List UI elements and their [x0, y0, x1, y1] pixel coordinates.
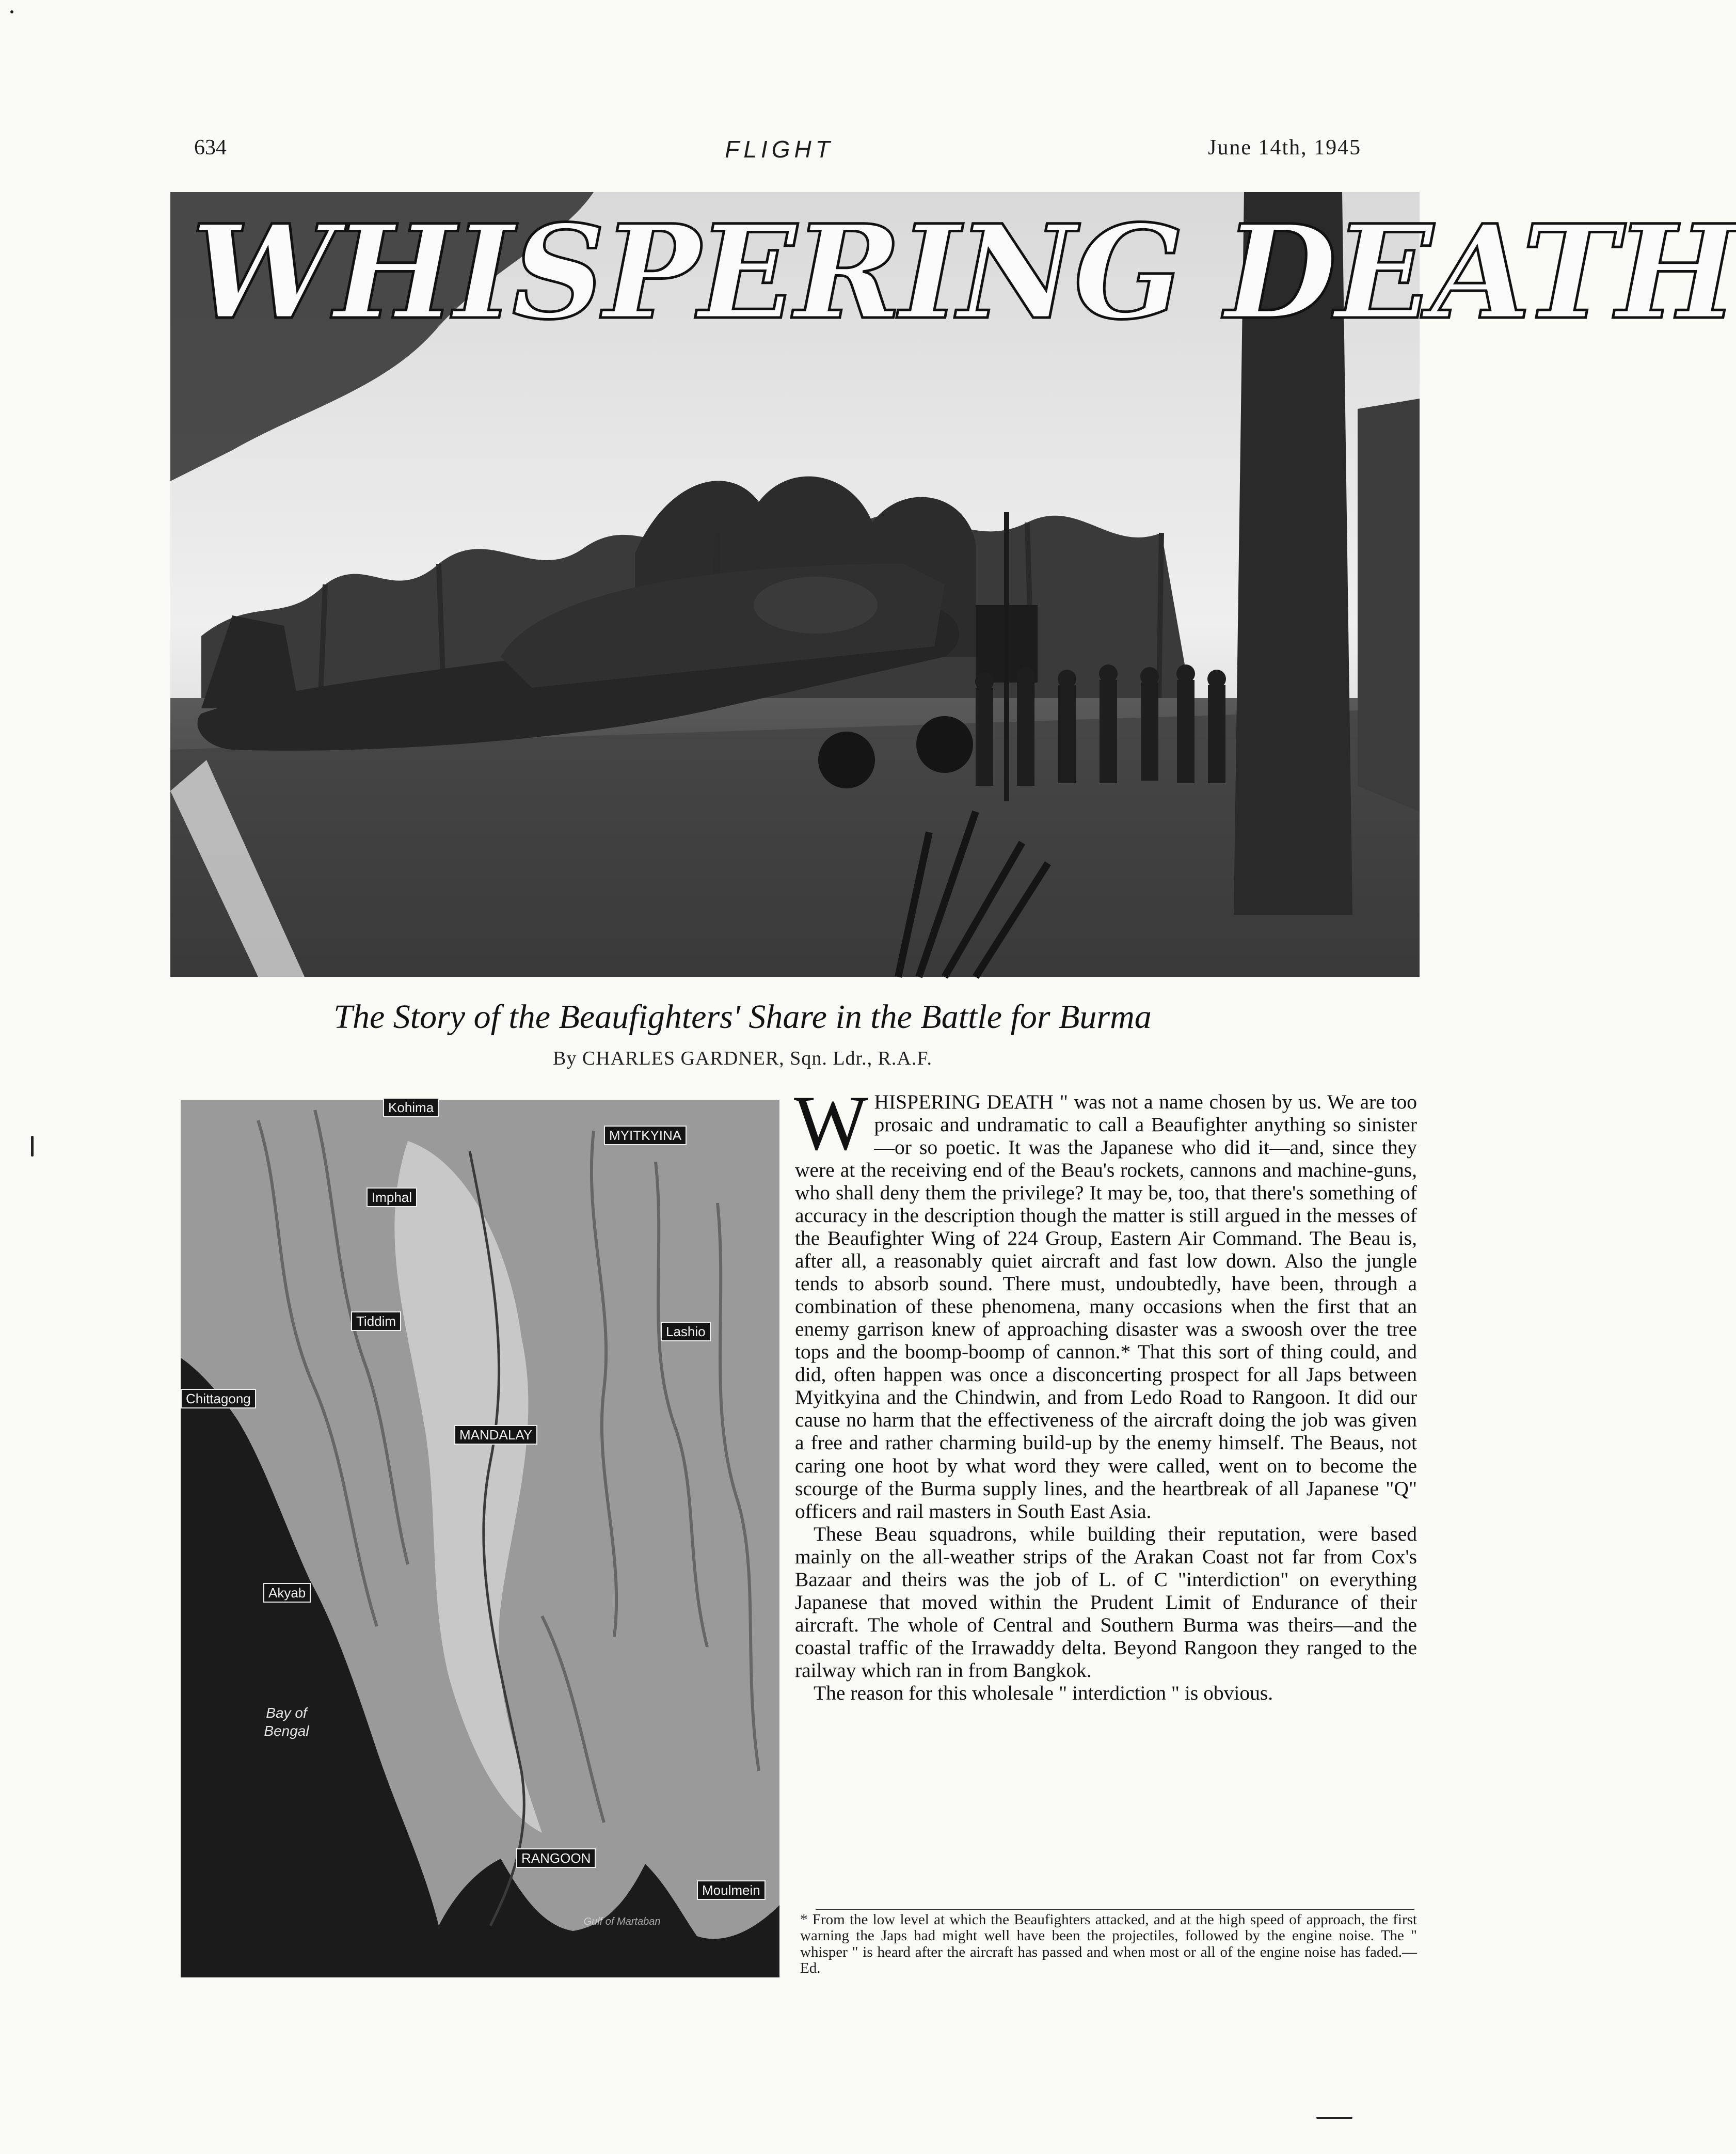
magazine-name: FLIGHT	[725, 136, 834, 163]
paragraph-text: HISPERING DEATH " was not a name chosen by us. We are too prosaic and undramatic to call a Beaufighter anything so sinister—or so poetic. It was the Japanese who did it—and, since they were at the receiving end of the Beau's rockets, cannons and machine-guns, who shall deny them the privilege? It may be, too, that there's something of accuracy in the description though the matter is still argued in the messes of the Beaufighter Wing of 224 Group, Eastern Air Command. The Beau is, after all, a reasonably quiet aircraft and fast low down. Also the jungle tends to absorb sound. There must, undoubtedly, have been, through a combination of these phenomena, many occasions when the first that an enemy garrison knew of approaching disaster was a swoosh over the tree tops and the boomp-boomp of cannon.* That this sort of thing could, and did, often happen was once a disconcerting prospect for all Japs between Myitkyina and the Chindwin, and from Ledo Road to Rangoon. It did our cause no harm that the effectiveness of the aircraft doing the job was given a free and rather charming build-up by the enemy himself. The Beaus, not caring one hoot by what word they were called, went on to become the scourge of the Burma supply lines, and the heartbreak of all Japanese "Q" officers and rail masters in South East Asia.	[795, 1090, 1417, 1523]
map-label-rangoon: RANGOON	[516, 1848, 596, 1868]
drop-cap: W	[794, 1080, 868, 1166]
map-label-imphal: Imphal	[367, 1187, 417, 1207]
byline: By CHARLES GARDNER, Sqn. Ldr., R.A.F.	[553, 1048, 932, 1069]
lead-photograph	[170, 192, 1736, 977]
burma-map	[181, 1100, 779, 1977]
subtitle: The Story of the Beaufighters' Share in the Battle for Burma	[333, 998, 1152, 1036]
article-paragraph-1	[794, 1080, 1417, 1523]
page-number: 634	[194, 136, 227, 160]
scan-speck	[10, 10, 13, 13]
footnote-divider	[816, 1909, 1414, 1910]
relief-map-image	[181, 1100, 779, 1977]
map-label-bay-of-bengal: Bay of Bengal	[264, 1705, 309, 1739]
map-label-kohima: Kohima	[383, 1098, 439, 1117]
map-label-lashio: Lashio	[661, 1322, 711, 1341]
map-label-chittagong: Chittagong	[181, 1389, 256, 1408]
map-label-mandalay: MANDALAY	[454, 1425, 537, 1445]
map-label-myitkyina: MYITKYINA	[604, 1126, 687, 1145]
footnote: * From the low level at which the Beaufighters attacked, and at the high speed of approach, the first warning the Japs had might well have been the projectiles, followed by the engine noise. The " whisper " is heard after the aircraft has passed and when most or all of the engine noise has faded.—Ed.	[800, 1911, 1417, 1976]
article-paragraph-2: These Beau squadrons, while building their reputation, were based mainly on the all-weather strips of the Arakan Coast not far from Cox's Bazaar and theirs was the job of L. of C "interdiction" on everything Japanese that moved within the Prudent Limit of Endurance of their aircraft. The whole of Central and Southern Burma was theirs—and the coastal traffic of the Irrawaddy delta. Beyond Rangoon they ranged to the railway which ran in from Bangkok.	[795, 1522, 1417, 1682]
issue-date: June 14th, 1945	[1208, 136, 1362, 160]
scan-speck	[1316, 2117, 1352, 2119]
map-label-moulmein: Moulmein	[697, 1880, 766, 1900]
map-label-tiddim: Tiddim	[351, 1311, 401, 1331]
map-label-gulf-of-martaban: Gulf of Martaban	[583, 1916, 661, 1927]
scan-speck	[31, 1136, 34, 1157]
article-paragraph-3: The reason for this wholesale " interdiction " is obvious.	[814, 1681, 1273, 1704]
map-label-akyab: Akyab	[263, 1583, 311, 1603]
article-body	[794, 1080, 1417, 1704]
headline: WHISPERING DEATH	[191, 196, 1736, 348]
